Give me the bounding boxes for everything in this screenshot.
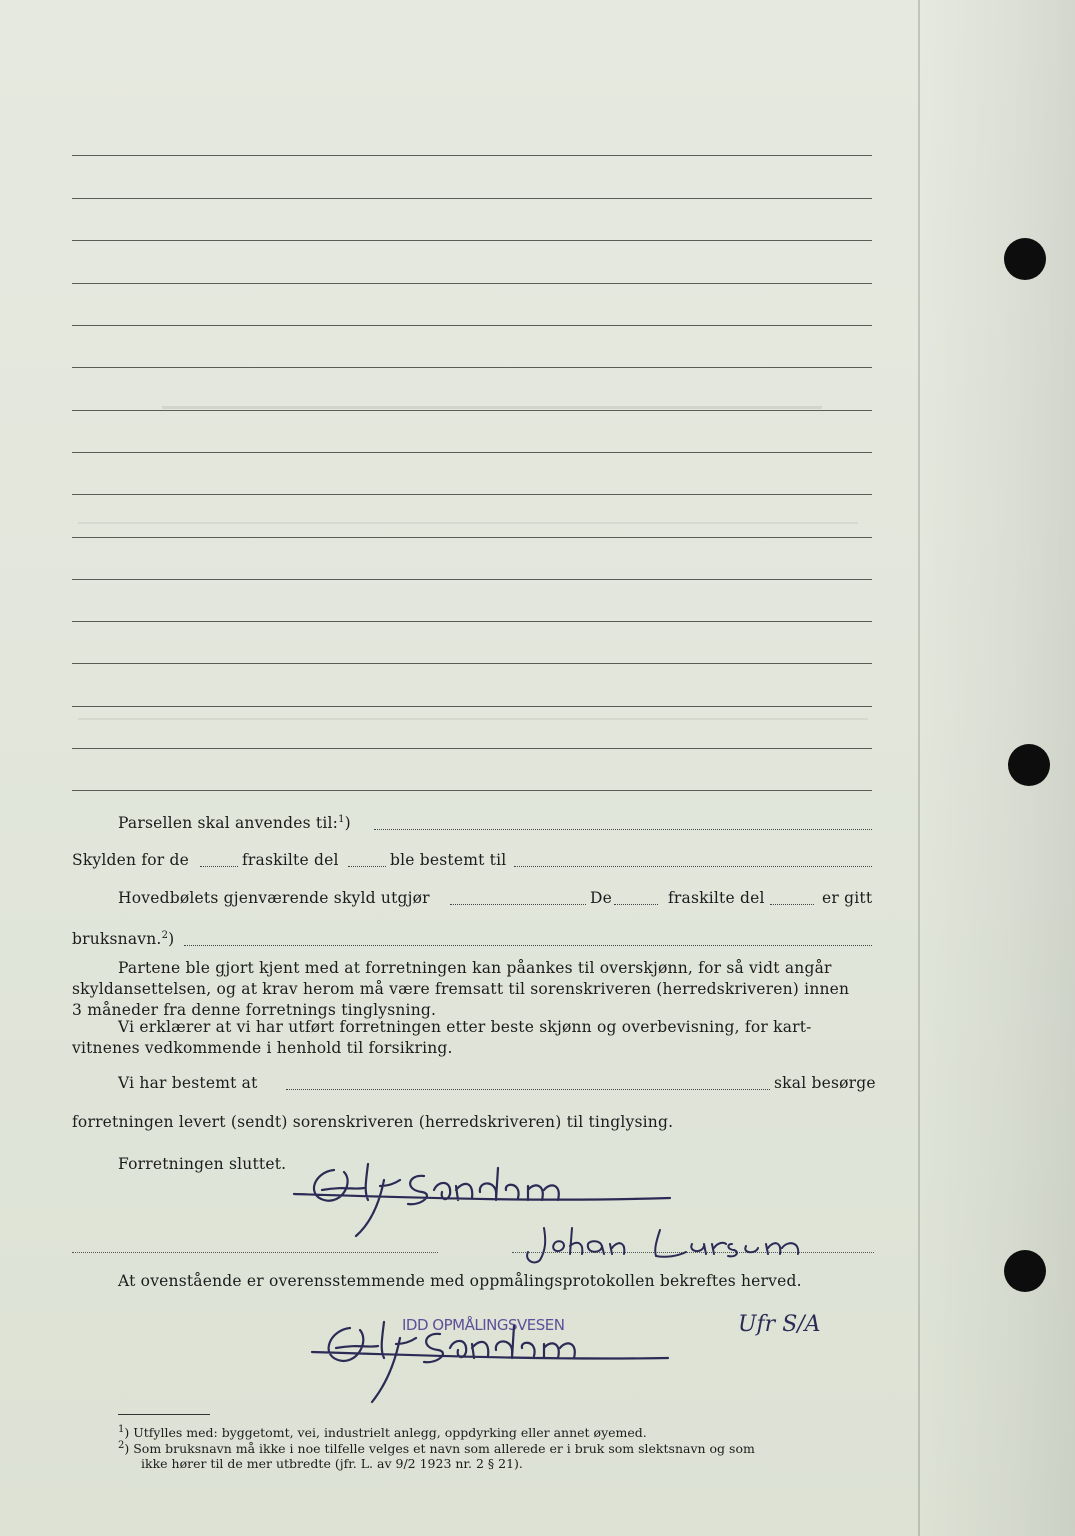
blank-rule — [72, 748, 872, 749]
skylden-fill-2[interactable] — [348, 866, 386, 867]
hoved-label-3: fraskilte del — [668, 889, 765, 907]
skylden-label-3: ble bestemt til — [390, 851, 507, 869]
parsellen-text: Parsellen skal anvendes til: — [118, 814, 339, 833]
bruksnavn-label — [72, 930, 174, 948]
bleed-through-shape — [78, 516, 858, 532]
signature-line-left[interactable] — [72, 1252, 438, 1253]
parsellen-fill-line[interactable] — [374, 829, 872, 830]
hoved-label-2: De — [590, 889, 613, 907]
page-edge-shadow — [918, 0, 1075, 1536]
blank-rule — [72, 790, 872, 791]
hoved-fill-2[interactable] — [614, 904, 658, 905]
bruksnavn-text: bruksnavn. — [72, 930, 162, 949]
footnote-ref: 1 — [338, 814, 345, 825]
blank-rule — [72, 240, 872, 241]
footnote-ref: 2 — [161, 930, 169, 941]
blank-rule — [72, 198, 872, 199]
skylden-fill-3[interactable] — [514, 866, 872, 867]
blank-rule — [72, 367, 872, 368]
page-fold-line — [918, 0, 920, 1536]
footnote-paren: ) — [124, 1425, 134, 1441]
handwritten-initials: Ufr S/A — [738, 1312, 821, 1337]
footnote-2-continued — [141, 1456, 523, 1471]
hoved-fill-1[interactable] — [450, 904, 586, 905]
blank-rule — [72, 537, 872, 538]
footnote-2-date: 9/2 — [395, 1456, 416, 1471]
punch-hole-middle — [1008, 744, 1050, 786]
blank-rule — [72, 579, 872, 580]
bestemt-label-2: skal besørge — [774, 1074, 876, 1092]
footnote-2 — [118, 1440, 755, 1456]
ref-paren: ) — [344, 814, 351, 833]
blank-rule — [72, 706, 872, 707]
sluttet-line: Forretningen sluttet. — [118, 1155, 287, 1173]
blank-rule — [72, 663, 872, 664]
bleed-through-text — [162, 398, 822, 423]
blank-rule — [72, 325, 872, 326]
hoved-label-4: er gitt — [822, 889, 873, 907]
appeal-paragraph-line: 3 måneder fra denne forretnings tinglysning. — [72, 1001, 437, 1019]
bleed-through-shape — [78, 712, 868, 728]
footnote-mark: 1 — [118, 1424, 125, 1435]
footnote-2-text: Som bruksnavn må ikke i noe tilfelle velges et navn som allerede er i bruk som slektsnavn og som — [133, 1441, 755, 1457]
blank-rule — [72, 452, 872, 453]
hoved-fill-3[interactable] — [770, 904, 814, 905]
footnote-mark: 2 — [118, 1440, 125, 1451]
footnote-1-text: Utfylles med: byggetomt, vei, industrielt anlegg, oppdyrking eller annet øyemed. — [133, 1425, 647, 1441]
levert-line: forretningen levert (sendt) sorenskriveren (herredskriveren) til tinglysing. — [72, 1113, 674, 1131]
blank-rule — [72, 494, 872, 495]
ref-paren: ) — [168, 930, 175, 949]
bleed-through-text — [78, 712, 868, 732]
punch-hole-bottom — [1004, 1250, 1046, 1292]
hoved-label-1: Hovedbølets gjenværende skyld utgjør — [118, 889, 430, 907]
appeal-paragraph-line: skyldansettelsen, og at krav herom må være fremsatt til sorenskriveren (herredskriveren) innen — [72, 980, 850, 998]
footnote-separator — [118, 1414, 210, 1415]
bestemt-label-1: Vi har bestemt at — [118, 1074, 258, 1092]
signature-2 — [510, 1222, 810, 1266]
skylden-fill-1[interactable] — [200, 866, 238, 867]
declaration-paragraph-line: vitnenes vedkommende i henhold til forsikring. — [72, 1039, 453, 1057]
office-stamp: IDD OPMÅLINGSVESEN — [402, 1316, 565, 1334]
bleed-through-text — [78, 516, 858, 536]
appeal-paragraph-line: Partene ble gjort kjent med at forretningen kan påankes til overskjønn, for så vidt angår — [118, 959, 832, 977]
declaration-paragraph-line: Vi erklærer at vi har utført forretningen etter beste skjønn og overbevisning, for kart- — [118, 1018, 812, 1036]
punch-hole-top — [1004, 238, 1046, 280]
footnote-paren: ) — [124, 1441, 134, 1457]
parsellen-label — [118, 814, 351, 832]
bleed-through-shape — [162, 398, 822, 418]
blank-rule — [72, 621, 872, 622]
blank-rule — [72, 283, 872, 284]
bestemt-fill-line[interactable] — [286, 1089, 770, 1090]
footnote-2-text-b: 1923 nr. 2 § 21). — [415, 1456, 523, 1471]
footnote-2-text-a: ikke hører til de mer utbredte (jfr. L. av — [141, 1456, 396, 1471]
skylden-label-1: Skylden for de — [72, 851, 190, 869]
footnote-1 — [118, 1424, 647, 1440]
blank-rule — [72, 155, 872, 156]
signature-3 — [306, 1312, 676, 1408]
bekreftes-line: At ovenstående er overensstemmende med oppmålingsprotokollen bekreftes herved. — [118, 1272, 802, 1290]
skylden-label-2: fraskilte del — [242, 851, 339, 869]
bruksnavn-fill-line[interactable] — [184, 945, 872, 946]
